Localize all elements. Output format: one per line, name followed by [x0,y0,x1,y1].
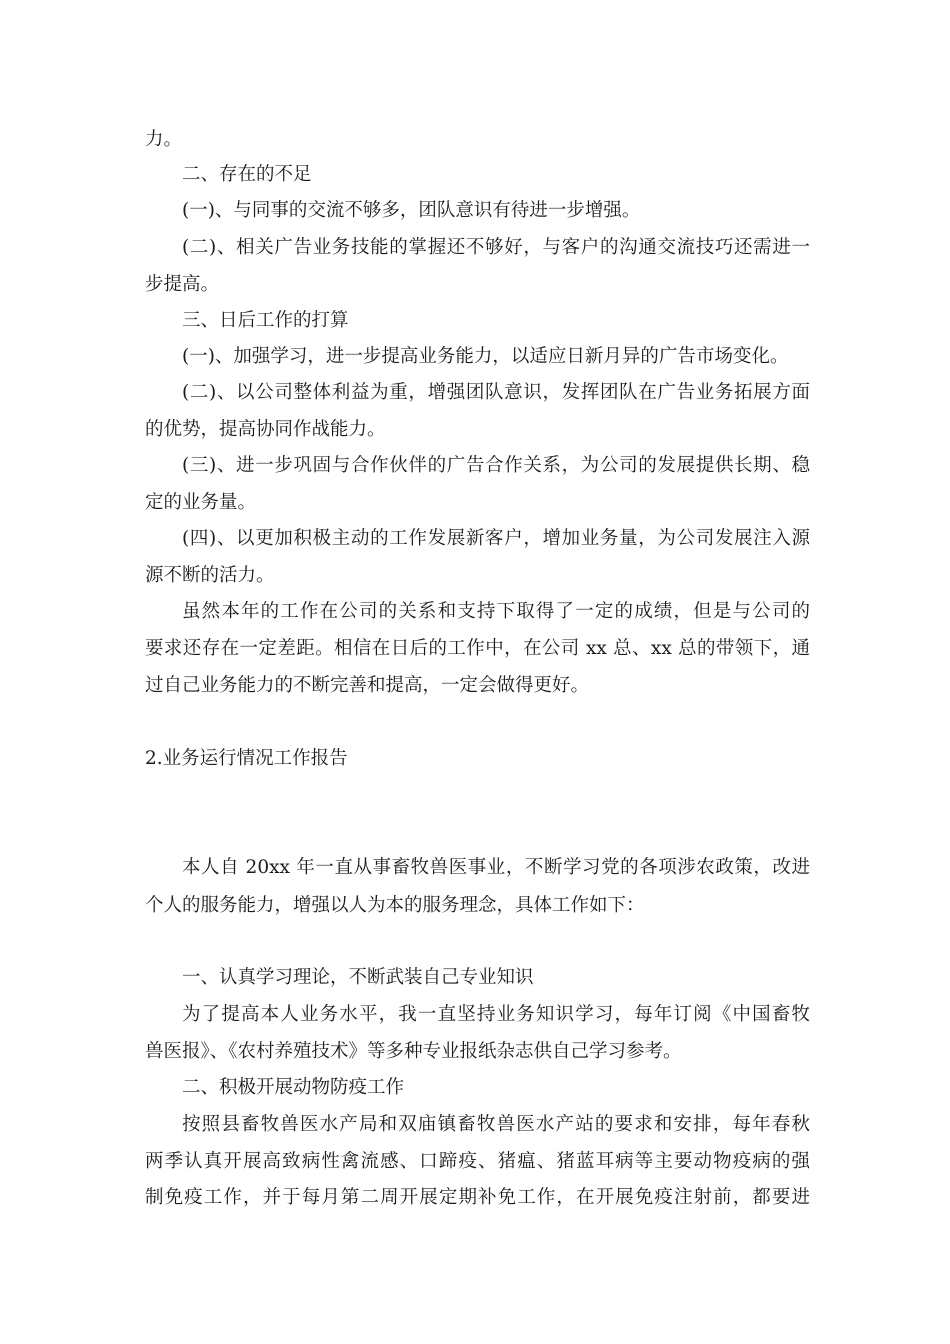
plan-item-2-line-2: 的优势，提高协同作战能力。 [145,419,386,440]
item-1-heading: 一、认真学习理论，不断武装自己专业知识 [182,967,534,988]
plan-item-3-line-1: (三)、进一步巩固与合作伙伴的广告合作关系，为公司的发展提供长期、稳 [182,455,810,476]
plan-heading: 三、日后工作的打算 [182,310,349,331]
closing-line-3: 过自己业务能力的不断完善和提高，一定会做得更好。 [145,675,590,696]
plan-item-4-line-1: (四)、以更加积极主动的工作发展新客户，增加业务量，为公司发展注入源 [182,528,810,549]
intro-line-2: 个人的服务能力，增强以人为本的服务理念，具体工作如下： [145,895,645,916]
plan-item-2-line-1: (二)、以公司整体利益为重，增强团队意识，发挥团队在广告业务拓展方面 [182,382,810,403]
item-2-line-2: 两季认真开展高致病性禽流感、口蹄疫、猪瘟、猪蓝耳病等主要动物疫病的强 [145,1151,810,1172]
item-1-line-2: 兽医报》、《农村养殖技术》等多种专业报纸杂志供自己学习参考。 [145,1041,682,1062]
item-2-line-3: 制免疫工作，并于每月第二周开展定期补免工作，在开展免疫注射前，都要进 [145,1187,810,1208]
item-1-line-1: 为了提高本人业务水平，我一直坚持业务知识学习，每年订阅《中国畜牧 [182,1004,810,1025]
plan-item-4-line-2: 源不断的活力。 [145,565,275,586]
closing-line-2: 要求还存在一定差距。相信在日后的工作中，在公司 xx 总、xx 总的带领下，通 [145,638,810,659]
intro-line-1: 本人自 20xx 年一直从事畜牧兽医事业，不断学习党的各项涉农政策，改进 [182,857,810,878]
item-2-heading: 二、积极开展动物防疫工作 [182,1077,405,1098]
deficiency-heading: 二、存在的不足 [182,164,312,185]
section-2-title: 2.业务运行情况工作报告 [145,748,348,769]
plan-item-3-line-2: 定的业务量。 [145,492,257,513]
deficiency-item-1: (一)、与同事的交流不够多，团队意识有待进一步增强。 [182,200,641,221]
deficiency-item-2-line-2: 步提高。 [145,274,220,295]
deficiency-item-2-line-1: (二)、相关广告业务技能的掌握还不够好，与客户的沟通交流技巧还需进一 [182,237,810,258]
paragraph-continuation: 力。 [145,129,183,150]
plan-item-1: (一)、加强学习，进一步提高业务能力，以适应日新月异的广告市场变化。 [182,346,789,367]
closing-line-1: 虽然本年的工作在公司的关系和支持下取得了一定的成绩，但是与公司的 [182,601,810,622]
item-2-line-1: 按照县畜牧兽医水产局和双庙镇畜牧兽医水产站的要求和安排，每年春秋 [182,1114,810,1135]
